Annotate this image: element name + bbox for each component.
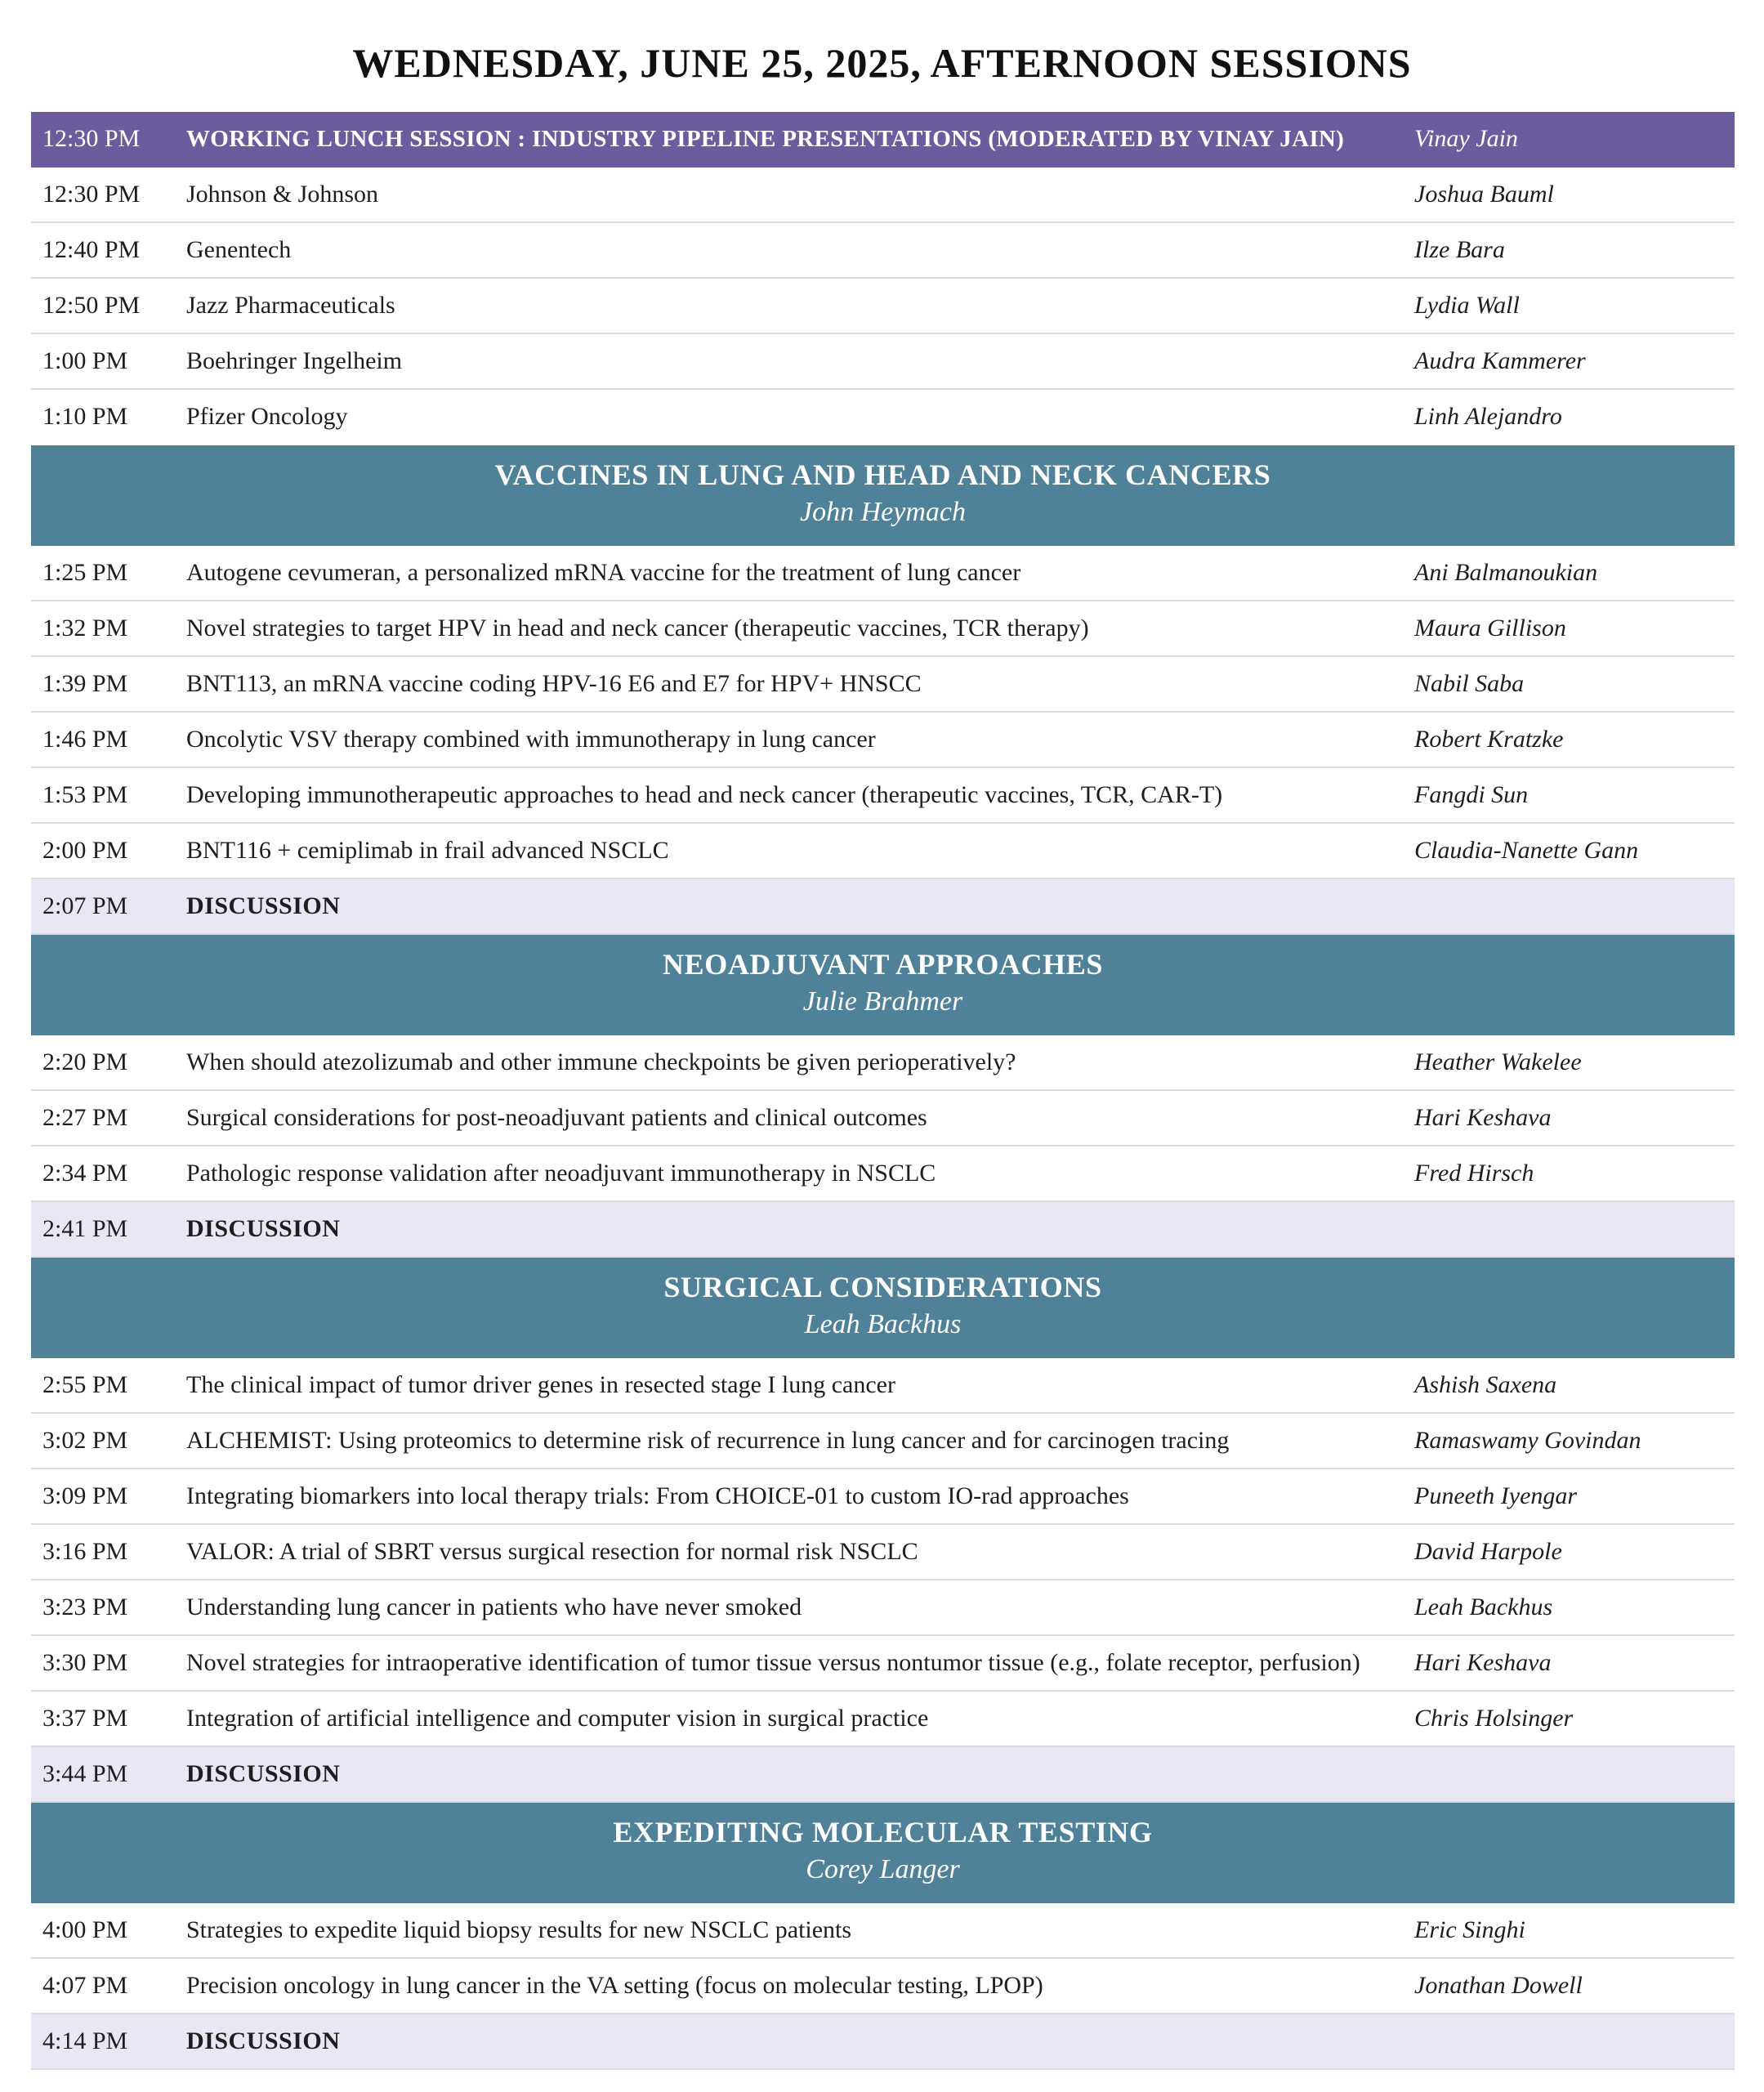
- talk-time: 1:00 PM: [42, 347, 128, 374]
- schedule-row: [31, 279, 1735, 334]
- talk-title: Genentech: [186, 236, 292, 263]
- section-moderator: Julie Brahmer: [802, 986, 963, 1017]
- talk-time: 1:32 PM: [42, 615, 128, 641]
- schedule-row: [31, 713, 1735, 768]
- talk-title: Pfizer Oncology: [186, 403, 348, 430]
- discussion-row: [31, 1747, 1735, 1803]
- discussion-row: [31, 1202, 1735, 1258]
- talk-time: 1:46 PM: [42, 726, 128, 753]
- talk-time: 12:30 PM: [42, 181, 141, 208]
- discussion-row: [31, 879, 1735, 935]
- schedule-row: [31, 601, 1735, 657]
- schedule-row: [31, 1903, 1735, 1959]
- discussion-label: DISCUSSION: [186, 892, 341, 919]
- talk-title: Developing immunotherapeutic approaches to head and neck cancer (therapeutic vaccines, TCR, CAR-T): [186, 781, 1223, 808]
- talk-title: When should atezolizumab and other immune checkpoints be given perioperatively?: [186, 1048, 1016, 1075]
- speaker-name: Hari Keshava: [1414, 1649, 1552, 1676]
- talk-title: Pathologic response validation after neoadjuvant immunotherapy in NSCLC: [186, 1160, 936, 1187]
- schedule-row: [31, 1580, 1735, 1636]
- speaker-name: Joshua Bauml: [1414, 181, 1554, 208]
- schedule-row: [31, 1147, 1735, 1202]
- talk-title: Novel strategies to target HPV in head and neck cancer (therapeutic vaccines, TCR therapy): [186, 615, 1089, 641]
- discussion-label: DISCUSSION: [186, 1760, 341, 1787]
- speaker-name: Eric Singhi: [1414, 1916, 1525, 1943]
- talk-title: BNT116 + cemiplimab in frail advanced NSCLC: [186, 837, 669, 864]
- schedule-row: [31, 1469, 1735, 1525]
- talk-time: 1:39 PM: [42, 670, 128, 697]
- discussion-time: 4:14 PM: [42, 2027, 128, 2054]
- talk-time: 1:10 PM: [42, 403, 128, 430]
- talk-time: 3:16 PM: [42, 1538, 128, 1565]
- schedule-row: [31, 1358, 1735, 1414]
- page-title: WEDNESDAY, JUNE 25, 2025, AFTERNOON SESSIONS: [352, 40, 1412, 86]
- schedule-row: [31, 390, 1735, 445]
- talk-time: 2:55 PM: [42, 1371, 128, 1398]
- talk-time: 12:40 PM: [42, 236, 141, 263]
- talk-title: Strategies to expedite liquid biopsy results for new NSCLC patients: [186, 1916, 852, 1943]
- speaker-name: Chris Holsinger: [1414, 1705, 1574, 1732]
- talk-time: 2:34 PM: [42, 1160, 128, 1187]
- talk-title: Jazz Pharmaceuticals: [186, 292, 395, 319]
- speaker-name: Fangdi Sun: [1414, 781, 1529, 808]
- speaker-name: Heather Wakelee: [1414, 1048, 1582, 1075]
- discussion-time: 2:41 PM: [42, 1215, 128, 1242]
- talk-title: BNT113, an mRNA vaccine coding HPV-16 E6 and E7 for HPV+ HNSCC: [186, 670, 922, 697]
- moderator-name: Vinay Jain: [1414, 125, 1518, 152]
- speaker-name: David Harpole: [1414, 1538, 1562, 1565]
- speaker-name: Nabil Saba: [1414, 670, 1525, 697]
- schedule-row: [31, 768, 1735, 824]
- speaker-name: Hari Keshava: [1414, 1104, 1552, 1131]
- talk-title: Surgical considerations for post-neoadjuvant patients and clinical outcomes: [186, 1104, 927, 1131]
- section-title: EXPEDITING MOLECULAR TESTING: [613, 1816, 1153, 1848]
- section-moderator: Corey Langer: [806, 1854, 960, 1884]
- schedule-row: [31, 168, 1735, 223]
- talk-time: 3:02 PM: [42, 1427, 128, 1454]
- section-header-neoadjuvant: [31, 935, 1735, 1035]
- talk-title: Oncolytic VSV therapy combined with immunotherapy in lung cancer: [186, 726, 876, 753]
- schedule-row: [31, 1091, 1735, 1147]
- talk-title: Integration of artificial intelligence and computer vision in surgical practice: [186, 1705, 929, 1732]
- section-title: SURGICAL CONSIDERATIONS: [663, 1271, 1102, 1303]
- speaker-name: Ani Balmanoukian: [1414, 559, 1598, 586]
- session-title: WORKING LUNCH SESSION : INDUSTRY PIPELINE PRESENTATIONS (MODERATED BY VINAY JAIN): [186, 126, 1345, 152]
- discussion-label: DISCUSSION: [186, 1215, 341, 1242]
- schedule-row: [31, 223, 1735, 279]
- speaker-name: Maura Gillison: [1414, 615, 1566, 641]
- discussion-row: [31, 2014, 1735, 2070]
- session-time: 12:30 PM: [42, 125, 141, 152]
- speaker-name: Puneeth Iyengar: [1414, 1482, 1578, 1509]
- schedule-row: [31, 1414, 1735, 1469]
- speaker-name: Robert Kratzke: [1414, 726, 1564, 753]
- talk-title: VALOR: A trial of SBRT versus surgical resection for normal risk NSCLC: [186, 1538, 918, 1565]
- speaker-name: Leah Backhus: [1414, 1594, 1553, 1620]
- schedule-row: [31, 334, 1735, 390]
- section-header-surgical: [31, 1258, 1735, 1358]
- schedule-row: [31, 824, 1735, 879]
- speaker-name: Linh Alejandro: [1414, 403, 1562, 430]
- talk-time: 3:37 PM: [42, 1705, 128, 1732]
- schedule-row: [31, 1035, 1735, 1091]
- talk-time: 1:53 PM: [42, 781, 128, 808]
- schedule-row: [31, 1692, 1735, 1747]
- talk-time: 4:07 PM: [42, 1972, 128, 1999]
- schedule-table: [31, 112, 1735, 2070]
- talk-title: Johnson & Johnson: [186, 181, 379, 208]
- discussion-label: DISCUSSION: [186, 2027, 341, 2054]
- talk-time: 1:25 PM: [42, 559, 128, 586]
- section-moderator: Leah Backhus: [804, 1309, 962, 1339]
- schedule-row: [31, 657, 1735, 713]
- talk-time: 2:00 PM: [42, 837, 128, 864]
- schedule-row: [31, 1959, 1735, 2014]
- section-title: NEOADJUVANT APPROACHES: [663, 948, 1103, 981]
- lunch-header-row: [31, 112, 1735, 168]
- schedule-row: [31, 1525, 1735, 1580]
- section-moderator: John Heymach: [800, 497, 966, 527]
- discussion-time: 3:44 PM: [42, 1760, 128, 1787]
- discussion-time: 2:07 PM: [42, 892, 128, 919]
- section-header-molecular-testing: [31, 1803, 1735, 1903]
- section-header-vaccines: [31, 445, 1735, 546]
- talk-time: 3:09 PM: [42, 1482, 128, 1509]
- speaker-name: Jonathan Dowell: [1414, 1972, 1583, 1999]
- talk-time: 12:50 PM: [42, 292, 141, 319]
- talk-title: Novel strategies for intraoperative identification of tumor tissue versus nontumor tissue (e.g., folate receptor, perfusion): [186, 1649, 1360, 1676]
- talk-time: 2:20 PM: [42, 1048, 128, 1075]
- talk-title: Understanding lung cancer in patients who have never smoked: [186, 1594, 802, 1620]
- speaker-name: Fred Hirsch: [1414, 1160, 1534, 1187]
- talk-time: 3:23 PM: [42, 1594, 128, 1620]
- talk-title: The clinical impact of tumor driver genes in resected stage I lung cancer: [186, 1371, 895, 1398]
- speaker-name: Claudia-Nanette Gann: [1414, 837, 1639, 864]
- schedule-row: [31, 546, 1735, 601]
- talk-title: ALCHEMIST: Using proteomics to determine risk of recurrence in lung cancer and for carcinogen tracing: [186, 1427, 1230, 1454]
- speaker-name: Ilze Bara: [1414, 236, 1505, 263]
- talk-title: Autogene cevumeran, a personalized mRNA vaccine for the treatment of lung cancer: [186, 559, 1021, 586]
- speaker-name: Ashish Saxena: [1414, 1371, 1557, 1398]
- section-title: VACCINES IN LUNG AND HEAD AND NECK CANCERS: [494, 458, 1271, 491]
- talk-time: 2:27 PM: [42, 1104, 128, 1131]
- speaker-name: Ramaswamy Govindan: [1414, 1427, 1641, 1454]
- schedule-row: [31, 1636, 1735, 1692]
- speaker-name: Lydia Wall: [1414, 292, 1520, 319]
- speaker-name: Audra Kammerer: [1414, 347, 1586, 374]
- talk-title: Boehringer Ingelheim: [186, 347, 403, 374]
- talk-title: Integrating biomarkers into local therapy trials: From CHOICE-01 to custom IO-rad approaches: [186, 1482, 1129, 1509]
- talk-time: 3:30 PM: [42, 1649, 128, 1676]
- talk-title: Precision oncology in lung cancer in the VA setting (focus on molecular testing, LPOP): [186, 1972, 1043, 1999]
- talk-time: 4:00 PM: [42, 1916, 128, 1943]
